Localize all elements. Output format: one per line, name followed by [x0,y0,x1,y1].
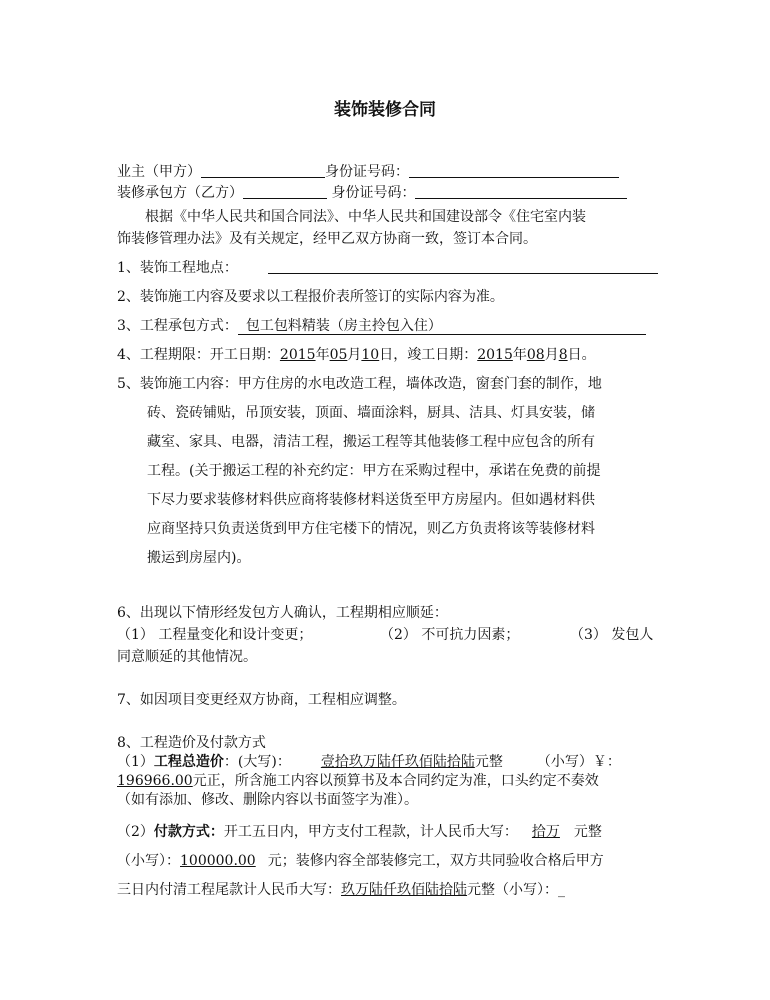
item-5-line: 工程。(关于搬运工程的补充约定：甲方在采购过程中，承诺在免费的前提 [147,463,601,479]
payment-label: 付款方式： [153,824,224,840]
start-month: 05 [329,347,348,363]
intro-line-1: 根据《中华人民共和国合同法》、中华人民共和国建设部令《住宅室内装 [145,209,586,225]
total-yuan-zheng: 元整 [474,754,503,770]
total-big-value: 壹拾玖万陆仟玖佰陆拾陆 [320,754,475,770]
party-a-line [117,162,619,182]
item-6-head: 6、出现以下情形经发包方人确认，工程期相应顺延： [117,605,448,621]
item-5-line: 应商坚持只负责送货到甲方住宅楼下的情况，则乙方负责将该等装修材料 [147,521,595,537]
party-a-label: 业主（甲方） [117,164,201,180]
party-a-id-label: 身份证号码： [325,164,409,180]
start-day: 10 [361,347,380,363]
item-5-line: 5、装饰施工内容：甲方住房的水电改造工程，墙体改造，窗套门套的制作，地 [117,376,602,392]
item-5-line: 下尽力要求装修材料供应商将装修材料送货至甲方房屋内。但如遇材料供 [147,492,595,508]
site-address-blank [268,259,658,274]
payment-text-3: 三日内付清工程尾款计人民币大写： [117,882,341,898]
payment-amount-2-big: 玖万陆仟玖佰陆拾陆 [341,882,467,898]
item-7: 7、如因项目变更经双方协商，工程相应调整。 [117,692,406,708]
payment-amount-1-small: 100000.00 [180,853,256,869]
year-char: 年 [512,347,527,363]
total-small-value: 196966.00 [117,773,193,789]
total-small-label: （小写）￥： [536,754,621,770]
party-b-id-blank [415,184,627,199]
party-a-id-blank [409,163,619,178]
item-1 [117,258,658,278]
item-6-case-1: （1） 工程量变化和设计变更； [117,627,313,643]
item-3 [117,316,646,336]
item-2: 2、装饰施工内容及要求以工程报价表所签订的实际内容为准。 [117,289,504,305]
month-char: 月 [347,347,362,363]
party-a-name-blank [201,163,325,178]
item-5-line: 藏室、家具、电器，清洁工程，搬运工程等其他装修工程中应包含的所有 [147,434,595,450]
party-b-id-label: 身份证号码： [331,185,416,201]
item-5-line: 搬运到房屋内)。 [147,550,251,566]
total-note: （如有添加、修改、删除内容以书面签字为准）。 [117,792,418,808]
end-day: 8 [558,347,568,363]
item-8-head: 8、工程造价及付款方式 [117,735,266,751]
item-5-line: 砖、瓷砖铺贴，吊顶安装，顶面、墙面涂料，厨具、洁具、灯具安装，储 [147,405,595,421]
party-b-name-blank [243,184,327,199]
total-rest: 元正，所含施工内容以预算书及本合同约定为准，口头约定不奏效 [192,773,599,789]
total-prefix: （1） [117,754,154,770]
item-4-prefix: 4、工程期限：开工日期： [117,347,280,363]
total-price-line-2 [117,771,599,791]
end-year: 2015 [477,347,513,363]
payment-text-2: 元；装修内容全部装修完工，双方共同验收合格后甲方 [267,853,604,869]
year-char: 年 [315,347,330,363]
month-char: 月 [544,347,559,363]
item-4 [117,345,596,365]
total-big-label: ：(大写)： [223,754,291,770]
payment-line-1 [117,822,602,842]
payment-yuan-zheng: 元整 [573,824,602,840]
end-month: 08 [526,347,545,363]
intro-line-2: 饰装修管理办法》及有关规定，经甲乙双方协商一致，签订本合同。 [117,231,537,247]
document-title: 装饰装修合同 [334,100,436,120]
payment-line-2 [117,851,604,871]
payment-small-label: （小写）： [117,853,180,869]
item-1-label: 1、装饰工程地点： [117,260,238,276]
start-year: 2015 [279,347,316,363]
item-6-case-3: （3） 发包人 [570,627,654,643]
party-b-label: 装修承包方（乙方） [117,185,243,201]
item-6-tail: 同意顺延的其他情况。 [117,649,257,665]
item-6-case-2: （2） 不可抗力因素； [380,627,520,643]
payment-text-1: 开工五日内，甲方支付工程款，计人民币大写： [223,824,518,840]
payment-line-3 [117,880,565,900]
total-price-label: 工程总造价 [153,754,224,770]
item-3-label: 3、工程承包方式： [117,318,238,334]
party-b-line [117,183,627,203]
payment-text-4: 元整（小写）：_ [467,882,565,898]
item-4-end: 日。 [567,347,596,363]
payment-amount-1-big: 拾万 [531,824,560,840]
total-price-line [117,752,621,772]
contract-mode-value: 包工包料精装（房主拎包入住） [238,318,646,335]
item-4-mid: 日，竣工日期： [379,347,478,363]
payment-prefix: （2） [117,824,154,840]
